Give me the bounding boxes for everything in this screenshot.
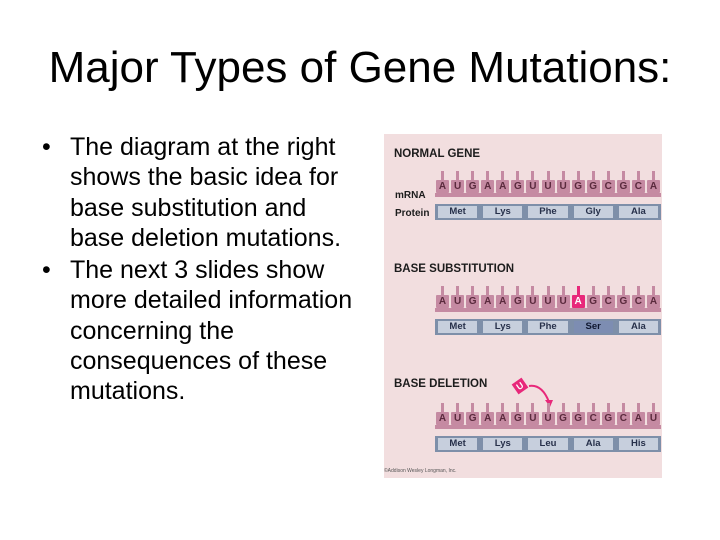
normal-nucleotide-U: U — [557, 180, 570, 193]
substitution-amino-acid-lys: Lys — [483, 321, 522, 333]
deletion-amino-acid-lys: Lys — [483, 438, 522, 450]
deletion-nucleotide-C: C — [617, 412, 630, 425]
substitution-amino-acid-met: Met — [438, 321, 477, 333]
deletion-nucleotide-U: U — [526, 412, 539, 425]
substitution-amino-acid-ala: Ala — [619, 321, 658, 333]
substitution-nucleotide-G: G — [587, 295, 600, 308]
substitution-nucleotide-A: A — [496, 295, 509, 308]
deletion-nucleotide-G: G — [602, 412, 615, 425]
bullet-marker: • — [42, 256, 51, 285]
normal-nucleotide-G: G — [587, 180, 600, 193]
normal-nucleotide-U: U — [526, 180, 539, 193]
normal-nucleotide-U: U — [451, 180, 464, 193]
substitution-nucleotide-G: G — [511, 295, 524, 308]
normal-protein-chain — [435, 204, 661, 220]
substitution-nucleotide-G: G — [617, 295, 630, 308]
deleted-base: U — [512, 378, 529, 395]
substitution-nucleotide-A: A — [436, 295, 449, 308]
substitution-nucleotide-U: U — [526, 295, 539, 308]
deletion-mrna-strand — [435, 425, 661, 429]
bullet-marker: • — [42, 133, 51, 161]
substitution-nucleotide-A: A — [481, 295, 494, 308]
normal-amino-acid-met: Met — [438, 206, 477, 218]
substitution-nucleotide-A: A — [647, 295, 660, 308]
bullet-item — [40, 255, 360, 406]
substitution-amino-acid-phe: Phe — [528, 321, 567, 333]
deletion-nucleotide-A: A — [632, 412, 645, 425]
normal-gene-label: NORMAL GENE — [394, 148, 481, 160]
mutation-diagram — [384, 134, 662, 478]
substitution-nucleotide-U: U — [542, 295, 555, 308]
normal-nucleotide-C: C — [602, 180, 615, 193]
substitution-nucleotide-G: G — [466, 295, 479, 308]
deletion-nucleotide-C: C — [587, 412, 600, 425]
deletion-amino-acid-his: His — [619, 438, 658, 450]
deletion-nucleotide-G: G — [511, 412, 524, 425]
normal-nucleotide-G: G — [617, 180, 630, 193]
deletion-nucleotide-A: A — [496, 412, 509, 425]
normal-nucleotide-U: U — [542, 180, 555, 193]
deletion-nucleotide-U: U — [542, 412, 555, 425]
deletion-nucleotide-U: U — [451, 412, 464, 425]
deletion-amino-acid-ala: Ala — [574, 438, 613, 450]
normal-amino-acid-lys: Lys — [483, 206, 522, 218]
normal-amino-acid-phe: Phe — [528, 206, 567, 218]
normal-nucleotide-G: G — [572, 180, 585, 193]
substitution-nucleotide-C: C — [632, 295, 645, 308]
normal-nucleotide-G: G — [511, 180, 524, 193]
bullet-item — [40, 132, 360, 253]
deletion-nucleotide-U: U — [647, 412, 660, 425]
bullet-text: The next 3 slides show more detailed information concerning the consequences of these mutations. — [70, 256, 353, 406]
protein-label: Protein — [395, 208, 430, 219]
deletion-nucleotide-A: A — [481, 412, 494, 425]
deletion-amino-acid-leu: Leu — [528, 438, 567, 450]
normal-nucleotide-C: C — [632, 180, 645, 193]
substitution-protein-chain — [435, 319, 661, 335]
bullet-list — [40, 132, 360, 409]
substitution-nucleotide-U: U — [557, 295, 570, 308]
normal-nucleotide-A: A — [647, 180, 660, 193]
deletion-nucleotide-A: A — [436, 412, 449, 425]
normal-amino-acid-ala: Ala — [619, 206, 658, 218]
substitution-nucleotide-C: C — [602, 295, 615, 308]
normal-nucleotide-A: A — [496, 180, 509, 193]
substitution-nucleotide-A: A — [572, 295, 585, 308]
base-substitution-label: BASE SUBSTITUTION — [394, 263, 515, 275]
mrna-label: mRNA — [395, 190, 426, 201]
slide-title: Major Types of Gene Mutations: — [48, 43, 672, 92]
bullet-text: The diagram at the right shows the basic idea for base substitution and base deletion mutations. — [70, 133, 342, 252]
deletion-nucleotide-G: G — [466, 412, 479, 425]
copyright-note: ©Addison Wesley Longman, Inc. — [384, 468, 457, 474]
normal-nucleotide-A: A — [436, 180, 449, 193]
substitution-nucleotide-U: U — [451, 295, 464, 308]
normal-nucleotide-G: G — [466, 180, 479, 193]
normal-nucleotide-A: A — [481, 180, 494, 193]
substitution-amino-acid-ser: Ser — [574, 321, 613, 333]
deletion-amino-acid-met: Met — [438, 438, 477, 450]
base-deletion-label: BASE DELETION — [394, 378, 488, 390]
normal-amino-acid-gly: Gly — [574, 206, 613, 218]
substitution-mrna-strand — [435, 308, 661, 312]
deletion-protein-chain — [435, 436, 661, 452]
deletion-nucleotide-G: G — [572, 412, 585, 425]
deletion-nucleotide-G: G — [557, 412, 570, 425]
normal-mrna-strand — [435, 193, 661, 197]
